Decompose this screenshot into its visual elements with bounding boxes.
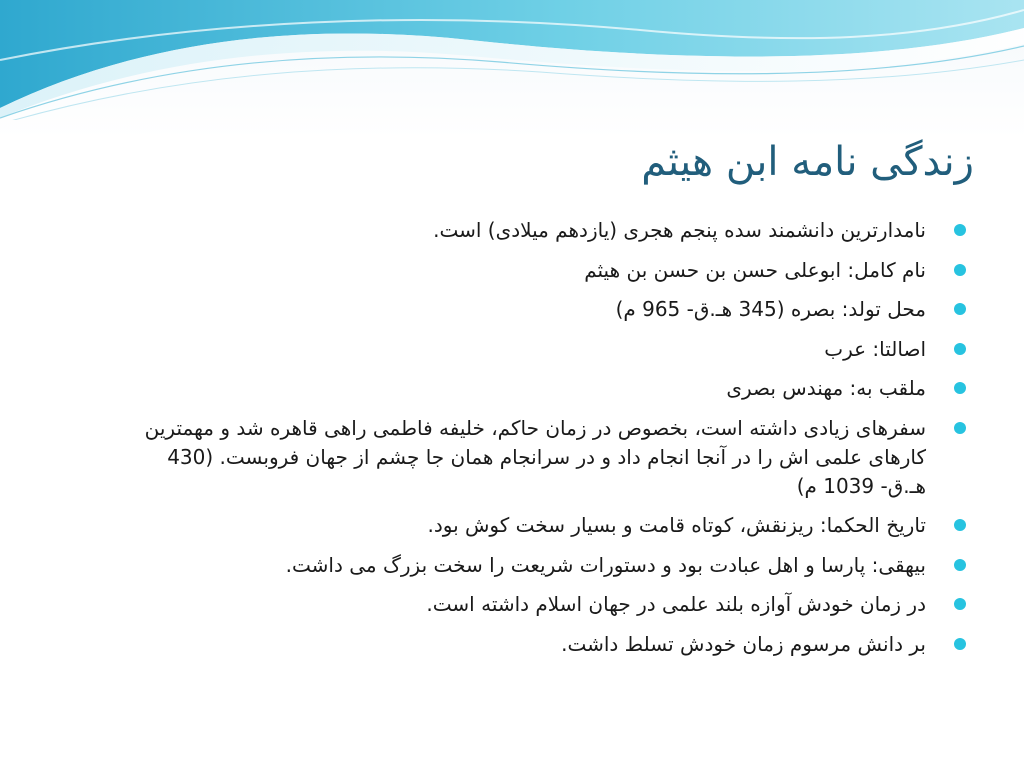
list-item-text: اصالتا: عرب: [824, 336, 926, 361]
bullet-dot-icon: [954, 382, 966, 394]
header-wave-decoration: [0, 0, 1024, 120]
slide-title: زندگی نامه ابن هیثم: [641, 139, 974, 185]
bullet-dot-icon: [954, 519, 966, 531]
bullet-dot-icon: [954, 422, 966, 434]
bullet-dot-icon: [954, 559, 966, 571]
bullet-dot-icon: [954, 264, 966, 276]
bullet-dot-icon: [954, 224, 966, 236]
bullet-dot-icon: [954, 598, 966, 610]
bullet-dot-icon: [954, 638, 966, 650]
list-item-text: بیهقی: پارسا و اهل عبادت بود و دستورات شریعت را سخت بزرگ می داشت.: [285, 552, 926, 577]
list-item: [126, 590, 966, 619]
list-item: [126, 511, 966, 540]
list-item-text: بر دانش مرسوم زمان خودش تسلط داشت.: [561, 631, 926, 656]
list-item-text: تاریخ الحکما: ریزنقش، کوتاه قامت و بسیار سخت کوش بود.: [427, 513, 926, 537]
list-item-text: ملقب به: مهندس بصری: [726, 376, 926, 400]
list-item-text: در زمان خودش آوازه بلند علمی در جهان اسلام داشته است.: [426, 592, 926, 616]
list-item: [126, 374, 966, 403]
bullet-dot-icon: [954, 303, 966, 315]
list-item: [126, 216, 966, 245]
list-item: [126, 256, 966, 285]
list-item: [126, 630, 966, 659]
list-item-text: محل تولد: بصره (345 هـ.ق- 965 م): [615, 297, 926, 321]
list-item: [126, 414, 966, 501]
list-item-text: نام کامل: ابوعلی حسن بن حسن بن هیثم: [584, 257, 926, 282]
bullet-dot-icon: [954, 343, 966, 355]
list-item-text: سفرهای زیادی داشته است، بخصوص در زمان حاکم، خلیفه فاطمی راهی قاهره شد و مهمترین کارهای علمی اش را در آنجا انجام داد و در سرانجام همان جا چشم از جهان فروبست. (430 هـ.ق- 1039 م): [144, 415, 926, 498]
list-item: [126, 551, 966, 580]
list-item-text: نامدارترین دانشمند سده پنجم هجری (یازدهم میلادی) است.: [433, 218, 926, 242]
list-item: [126, 335, 966, 364]
bullet-list: [126, 216, 966, 669]
list-item: [126, 295, 966, 324]
